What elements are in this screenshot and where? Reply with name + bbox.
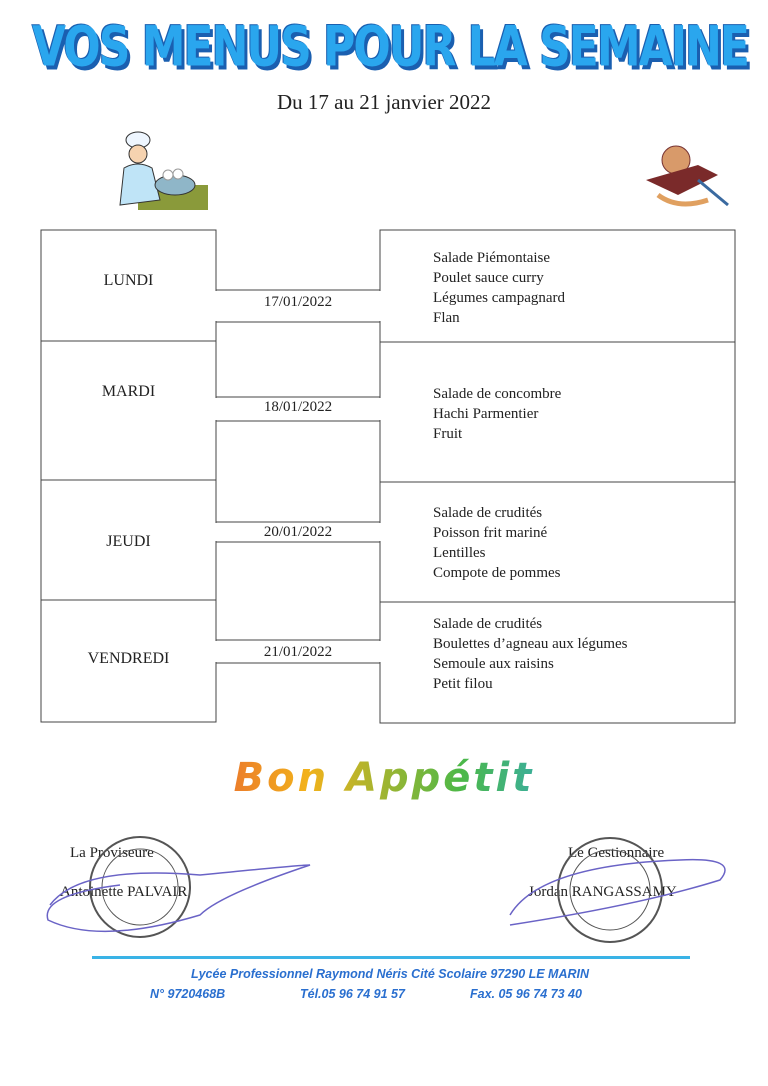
left-signatory-name: Antoinette PALVAIR [60, 884, 188, 900]
right-signatory-name: Jordan RANGASSAMY [528, 884, 677, 900]
menu-item: Salade Piémontaise [433, 250, 551, 266]
date-range: Du 17 au 21 janvier 2022 [276, 90, 492, 114]
menu-item: Petit filou [433, 676, 493, 692]
menu-item: Poisson frit mariné [433, 525, 548, 541]
menu-item: Légumes campagnard [433, 290, 566, 306]
page-title: VOS MENUS POUR LA SEMAINE [32, 15, 748, 80]
right-signatory-role: Le Gestionnaire [568, 845, 665, 861]
menu-item: Fruit [433, 426, 463, 442]
signatures-and-stamps [40, 835, 740, 950]
menu-list [433, 614, 628, 694]
day-date: 21/01/2022 [263, 644, 333, 660]
menu-list [433, 503, 561, 583]
menu-item: Salade de crudités [433, 616, 543, 632]
day-label: MARDI [101, 383, 156, 400]
bon-appetit-banner: Bon Appétit [0, 755, 768, 801]
menu-item: Compote de pommes [433, 565, 561, 581]
menu-list [433, 384, 561, 444]
menu-item: Hachi Parmentier [433, 406, 539, 422]
school-number: N° 9720468B [150, 987, 226, 1001]
day-date: 18/01/2022 [263, 399, 333, 415]
menu-item: Semoule aux raisins [433, 656, 554, 672]
menu-item: Salade de concombre [433, 386, 562, 402]
menu-item: Flan [433, 310, 460, 326]
menu-list [433, 248, 565, 328]
school-fax: Fax. 05 96 74 73 40 [470, 987, 582, 1001]
menu-item: Salade de crudités [433, 505, 543, 521]
menu-item: Poulet sauce curry [433, 270, 544, 286]
day-date: 17/01/2022 [263, 294, 333, 310]
day-label: LUNDI [103, 272, 154, 289]
left-signatory-role: La Proviseure [70, 845, 154, 861]
school-address: Lycée Professionnel Raymond Néris Cité Scolaire 97290 LE MARIN [190, 967, 590, 981]
school-phone: Tél.05 96 74 91 57 [300, 987, 405, 1001]
footer-divider [92, 956, 690, 959]
day-label: VENDREDI [87, 650, 170, 667]
day-label: JEUDI [106, 533, 151, 550]
menu-item: Lentilles [433, 545, 486, 561]
menu-item: Boulettes d’agneau aux légumes [433, 636, 628, 652]
day-date: 20/01/2022 [263, 524, 333, 540]
